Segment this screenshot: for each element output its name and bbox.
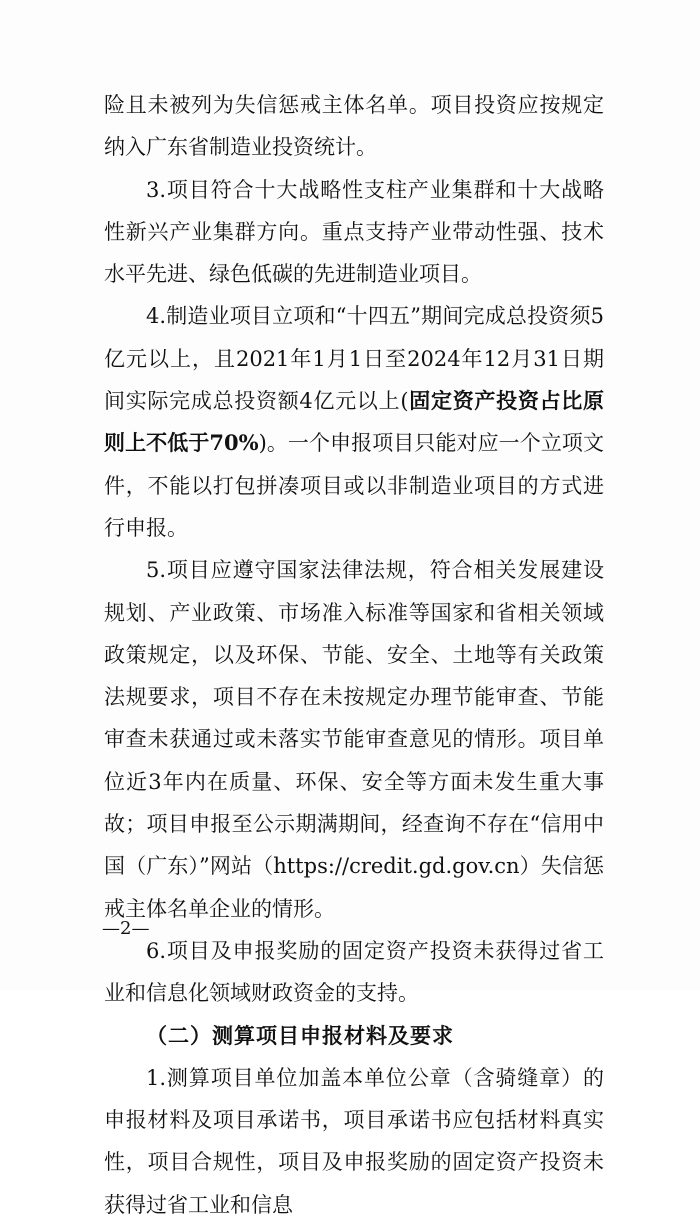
page-number: —2—	[102, 918, 150, 939]
paragraph-item-4-bold-ratio: 固定资产投资占比原则上不低于70%	[104, 388, 604, 456]
paragraph-item-3-industry-clusters: 3.项目符合十大战略性支柱产业集群和十大战略性新兴产业集群方向。重点支持产业带动性强、技术水平先进、绿色低碳的先进制造业项目。	[104, 177, 604, 287]
paragraph-item-5-compliance: 5.项目应遵守国家法律法规，符合相关发展建设规划、产业政策、市场准入标准等国家和省相关领域政策规定，以及环保、节能、安全、土地等有关政策法规要求，项目不存在未按规定办理节能审查、节能审查未获通过或未落实节能审查意见的情形。项目单位近3年内在质量、环保、安全等方面未发生重大事故；项目申报至公示期满期间，经查询不存在“信用中国（广东）”网站（https://credit.gd.gov.cn）失信惩戒主体名单企业的情形。	[104, 558, 604, 921]
paragraph-item-4-text-end: )。一个申报项目只能对应一个立项文件，不能以打包拼凑项目或以非制造业项目的方式进行申报。	[104, 431, 604, 540]
paragraph-eligibility-continued: 险且未被列为失信惩戒主体名单。项目投资应按规定纳入广东省制造业投资统计。	[104, 93, 604, 160]
document-body	[104, 84, 604, 1226]
section-subheading: （二）测算项目申报材料及要求	[146, 1023, 454, 1048]
paragraph-item-6-no-prior-funding: 6.项目及申报奖励的固定资产投资未获得过省工业和信息化领域财政资金的支持。	[104, 938, 604, 1006]
paragraph-item-4-investment-threshold	[104, 295, 604, 549]
paragraph-item-4-text-start: 4.制造业项目立项和“十四五”期间完成总投资须5亿元以上，且2021年1月1日至2024年12月31日期间实际完成总投资额4亿元以上(	[104, 304, 604, 414]
paragraph-materials-item-1: 1.测算项目单位加盖本单位公章（含骑缝章）的申报材料及项目承诺书，项目承诺书应包括材料真实性，项目合规性，项目及申报奖励的固定资产投资未获得过省工业和信息	[104, 1065, 604, 1217]
